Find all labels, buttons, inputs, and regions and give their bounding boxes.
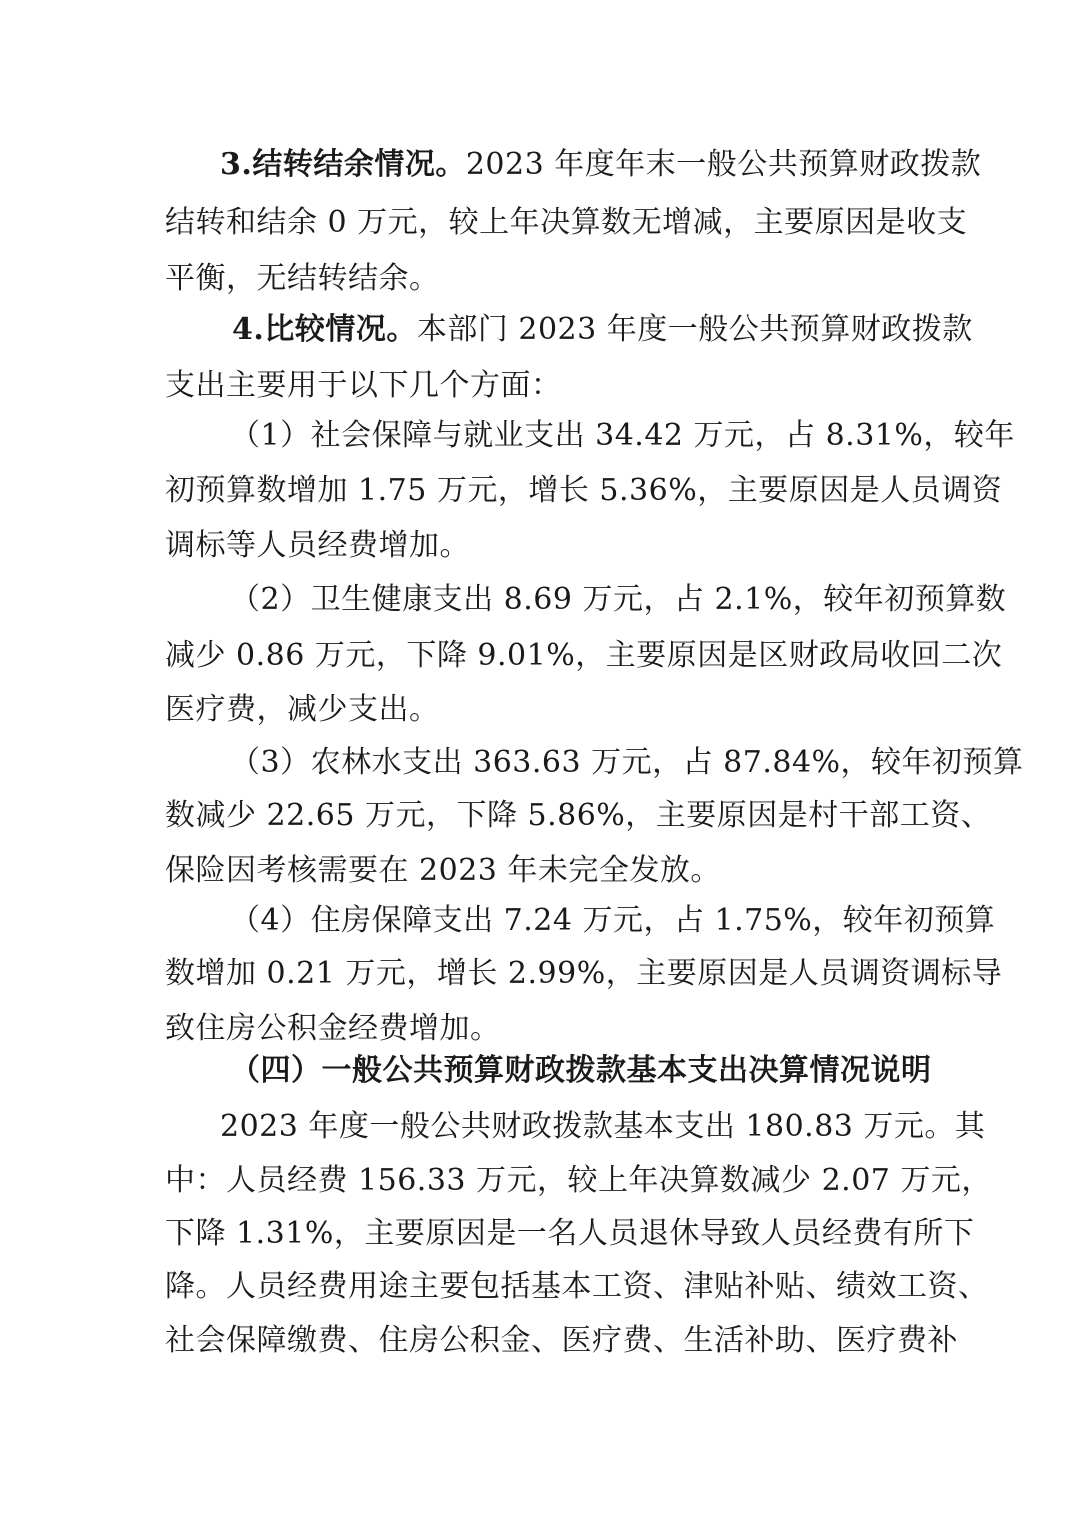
item-housing-line-3: 致住房公积金经费增加。 (165, 1011, 501, 1046)
heading-carryover: 3.结转结余情况。 (220, 147, 466, 182)
item-health-line-1: （2）卫生健康支出 8.69 万元，占 2.1%，较年初预算数 (230, 582, 1007, 617)
item-agriculture-line-1: （3）农林水支出 363.63 万元，占 87.84%，较年初预算 (230, 745, 1024, 780)
paragraph-basic-expenditure-line-3: 下降 1.31%，主要原因是一名人员退休导致人员经费有所下 (165, 1216, 975, 1251)
item-social-security-line-3: 调标等人员经费增加。 (165, 528, 470, 563)
paragraph-basic-expenditure-line-2: 中：人员经费 156.33 万元，较上年决算数减少 2.07 万元， (165, 1163, 992, 1198)
section-heading-basic-expenditure: （四）一般公共预算财政拨款基本支出决算情况说明 (230, 1053, 932, 1088)
paragraph-carryover-line-1 (220, 136, 982, 194)
item-social-security-line-2: 初预算数增加 1.75 万元，增长 5.36%，主要原因是人员调资 (165, 473, 1003, 508)
paragraph-basic-expenditure-line-4: 降。人员经费用途主要包括基本工资、津贴补贴、绩效工资、 (165, 1269, 989, 1304)
paragraph-comparison-text: 本部门 2023 年度一般公共预算财政拨款 (416, 312, 973, 347)
paragraph-comparison-line-1 (232, 301, 973, 359)
item-housing-line-1: （4）住房保障支出 7.24 万元，占 1.75%，较年初预算 (230, 903, 996, 938)
paragraph-basic-expenditure-line-1: 2023 年度一般公共财政拨款基本支出 180.83 万元。其 (220, 1109, 986, 1144)
paragraph-basic-expenditure-line-5: 社会保障缴费、住房公积金、医疗费、生活补助、医疗费补 (165, 1323, 958, 1358)
item-social-security-line-1: （1）社会保障与就业支出 34.42 万元，占 8.31%，较年 (230, 418, 1015, 453)
paragraph-carryover-line-3: 平衡，无结转结余。 (165, 261, 440, 296)
item-agriculture-line-2: 数减少 22.65 万元，下降 5.86%，主要原因是村干部工资、 (165, 798, 992, 833)
paragraph-carryover-text: 2023 年度年末一般公共预算财政拨款 (465, 147, 982, 182)
item-housing-line-2: 数增加 0.21 万元，增长 2.99%，主要原因是人员调资调标导 (165, 956, 1003, 991)
item-agriculture-line-3: 保险因考核需要在 2023 年未完全发放。 (165, 853, 721, 888)
paragraph-comparison-line-2: 支出主要用于以下几个方面： (165, 368, 562, 403)
heading-comparison: 4.比较情况。 (232, 312, 417, 347)
paragraph-carryover-line-2: 结转和结余 0 万元，较上年决算数无增减，主要原因是收支 (165, 205, 968, 240)
item-health-line-2: 减少 0.86 万元，下降 9.01%，主要原因是区财政局收回二次 (165, 638, 1003, 673)
item-health-line-3: 医疗费，减少支出。 (165, 692, 440, 727)
